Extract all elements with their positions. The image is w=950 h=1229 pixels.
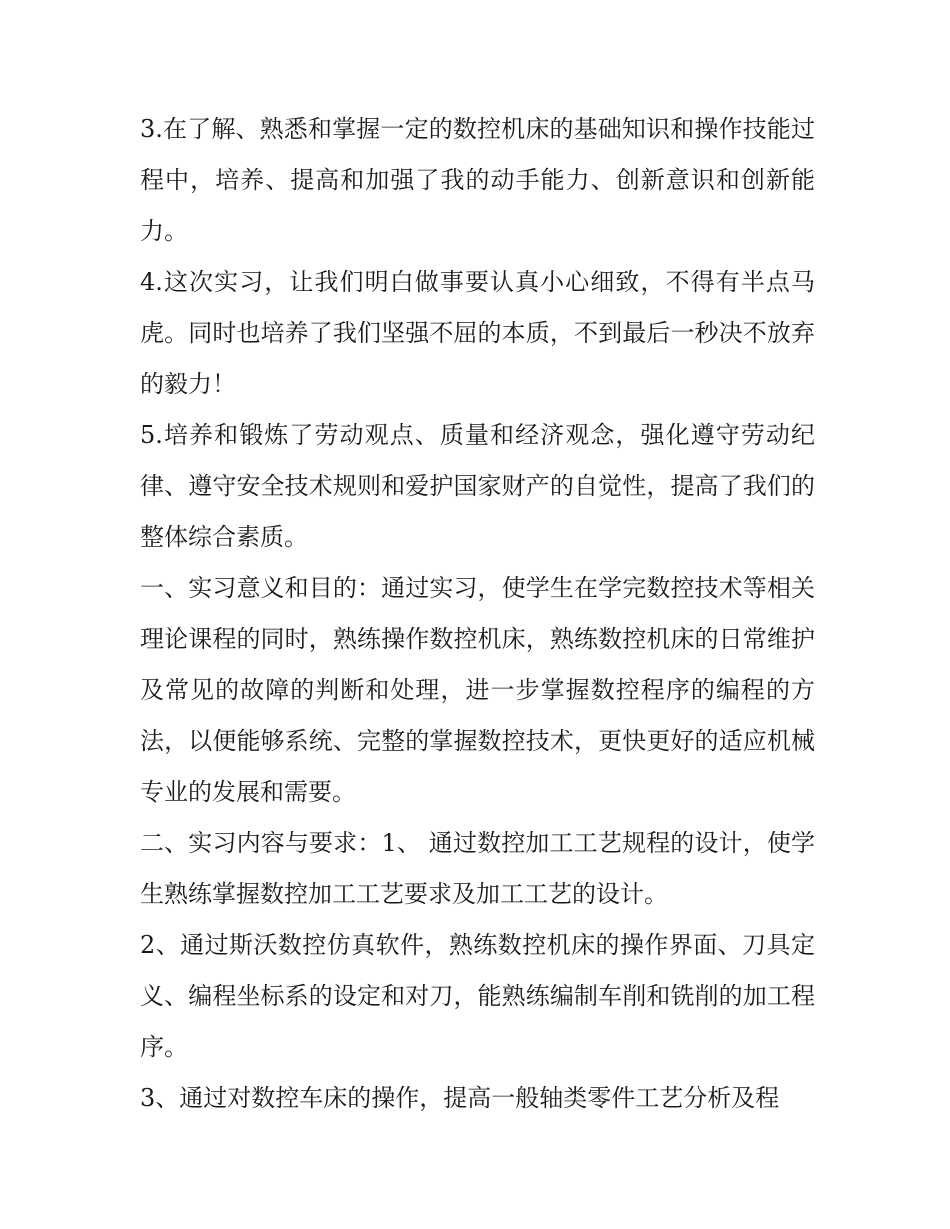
- paragraph-item-3: 3、通过对数控车床的操作，提高一般轴类零件工艺分析及程: [140, 1084, 780, 1112]
- paragraph-item-2: 2、通过斯沃数控仿真软件，熟练数控机床的操作界面、刀具定义、编程坐标系的设定和对刀，能熟练编制车削和铣削的加工程序。: [140, 931, 815, 1061]
- paragraph-point-3: 3.在了解、熟悉和掌握一定的数控机床的基础知识和操作技能过程中，培养、提高和加强了我的动手能力、创新意识和创新能力。: [140, 115, 815, 245]
- paragraph-purpose: 一、实习意义和目的：通过实习，使学生在学完数控技术等相关理论课程的同时，熟练操作数控机床，熟练数控机床的日常维护及常见的故障的判断和处理，进一步掌握数控程序的编程的方法，以便能够系统、完整的掌握数控技术，更快更好的适应机械专业的发展和需要。: [140, 574, 815, 806]
- paragraph-point-5: 5.培养和锻炼了劳动观点、质量和经济观念，强化遵守劳动纪律、遵守安全技术规则和爱护国家财产的自觉性，提高了我们的整体综合素质。: [140, 421, 815, 551]
- paragraph-content-requirements: 二、实习内容与要求：1、 通过数控加工工艺规程的设计，使学生熟练掌握数控加工工艺要求及加工工艺的设计。: [140, 829, 815, 908]
- document-body: [140, 104, 815, 1124]
- paragraph-point-4: 4.这次实习，让我们明白做事要认真小心细致，不得有半点马虎。同时也培养了我们坚强不屈的本质，不到最后一秒决不放弃的毅力！: [140, 268, 815, 398]
